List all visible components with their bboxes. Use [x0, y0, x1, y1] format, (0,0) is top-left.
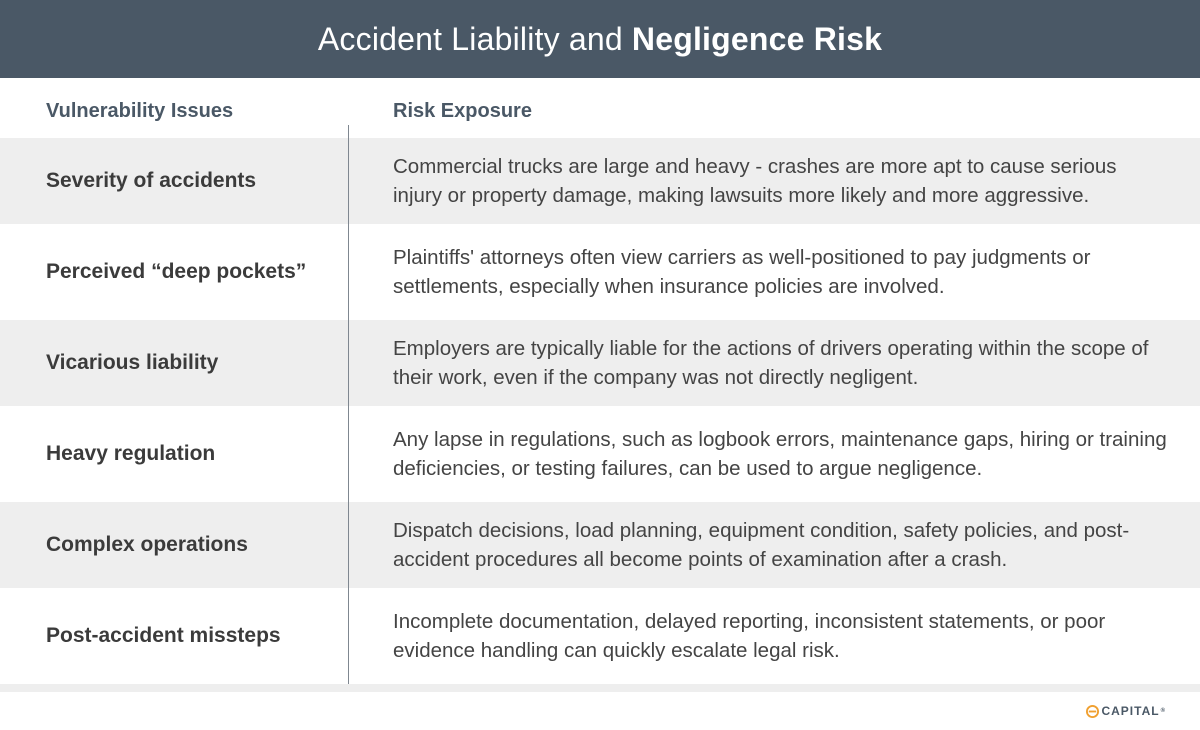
logo-registered-mark: ® [1160, 708, 1166, 714]
row-issue: Vicarious liability [46, 351, 219, 374]
table-row [0, 588, 1200, 684]
column-headers [0, 78, 1200, 138]
table-row [0, 502, 1200, 588]
ecapital-logo [1086, 704, 1166, 718]
row-exposure: Incomplete documentation, delayed reporting, inconsistent statements, or poor evidence handling can quickly escalate legal risk. [393, 610, 1106, 662]
row-issue: Complex operations [46, 533, 248, 556]
row-issue: Perceived “deep pockets” [46, 260, 307, 283]
row-issue: Post-accident missteps [46, 624, 281, 647]
page-title-bold: Negligence Risk [631, 20, 883, 57]
bottom-strip [0, 684, 1200, 692]
page-title-light: Accident Liability and [317, 20, 623, 57]
column-divider [348, 125, 349, 692]
row-exposure: Commercial trucks are large and heavy - crashes are more apt to cause serious injury or property damage, making lawsuits more likely and more aggressive. [393, 155, 1117, 207]
row-exposure: Dispatch decisions, load planning, equipment condition, safety policies, and post-accident procedures all become points of examination after a crash. [393, 519, 1130, 571]
row-exposure: Any lapse in regulations, such as logbook errors, maintenance gaps, hiring or training deficiencies, or testing failures, can be used to argue negligence. [393, 428, 1167, 480]
logo-text: CAPITAL [1101, 704, 1160, 718]
page-header [0, 0, 1200, 78]
ecapital-logo-icon [1086, 705, 1099, 718]
table-row [0, 320, 1200, 406]
table-row [0, 224, 1200, 320]
table-row [0, 138, 1200, 224]
row-exposure: Employers are typically liable for the actions of drivers operating within the scope of their work, even if the company was not directly negligent. [393, 337, 1149, 389]
column-header-vulnerability: Vulnerability Issues [46, 100, 234, 122]
table-row [0, 406, 1200, 502]
row-issue: Severity of accidents [46, 169, 257, 192]
column-header-risk-exposure: Risk Exposure [393, 100, 532, 122]
row-issue: Heavy regulation [46, 442, 216, 465]
row-exposure: Plaintiffs' attorneys often view carriers as well-positioned to pay judgments or settlements, especially when insurance policies are involved. [393, 246, 1091, 298]
